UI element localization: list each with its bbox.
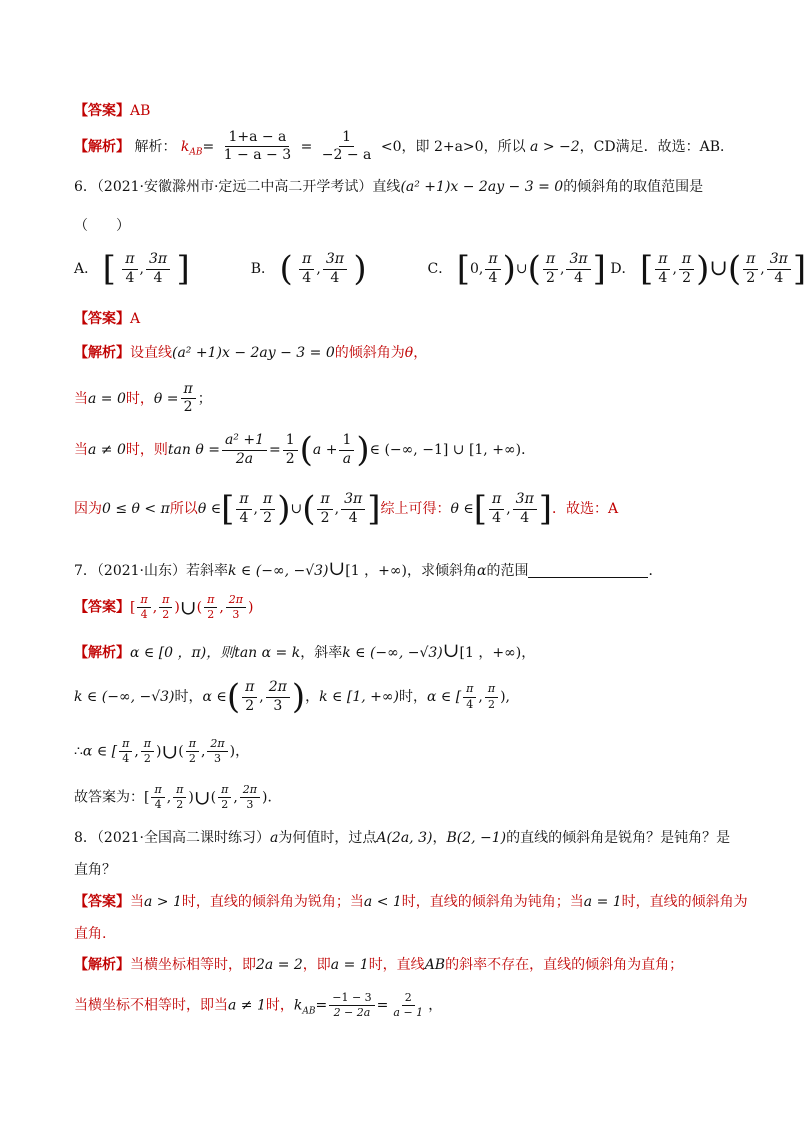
numerator: π <box>242 680 257 697</box>
answer-paren: （ ） <box>74 218 130 234</box>
frac <box>181 382 196 416</box>
denominator: 2 <box>320 509 330 526</box>
analysis-line-5 <box>74 130 734 164</box>
option-a-label: A． <box>74 261 99 277</box>
bracket: [ <box>130 599 136 616</box>
denominator: 4 <box>153 269 163 286</box>
numerator: π <box>655 252 670 269</box>
bracket: ( <box>727 249 742 289</box>
k-symbol: k <box>180 138 190 155</box>
fraction-1 <box>221 130 294 164</box>
text: 为何值时，过点 <box>278 830 377 846</box>
option-b-label: B． <box>250 261 275 277</box>
denominator: 3 <box>246 798 254 812</box>
bracket: ( <box>279 249 293 289</box>
frac <box>151 784 164 811</box>
cup: ∪ <box>179 595 197 620</box>
equals: = <box>269 442 281 458</box>
numerator: 3π <box>513 492 537 509</box>
question-6-paren <box>74 219 130 233</box>
bracket: ] <box>592 249 606 289</box>
numerator: 1 <box>339 130 354 147</box>
numerator: a² +1 <box>222 433 267 450</box>
condition: 0 ≤ θ < π <box>102 501 170 517</box>
comma: , <box>478 261 484 277</box>
tan-eq: tan α = k <box>234 645 301 661</box>
answer-line-8b <box>74 927 106 941</box>
numerator: 2π <box>266 680 290 697</box>
denominator: 4 <box>330 269 340 286</box>
comma: , <box>672 261 677 277</box>
numerator: π <box>743 252 758 269</box>
point-a: A(2a, 3) <box>376 830 433 846</box>
point-b: B(2, −1) <box>446 830 507 846</box>
denominator: 4 <box>488 269 498 286</box>
bracket: ( <box>527 249 541 289</box>
frac <box>543 252 558 286</box>
frac <box>240 784 260 811</box>
text: ． <box>267 789 282 806</box>
denominator: 3 <box>214 752 222 766</box>
frac <box>390 992 426 1019</box>
frac <box>204 594 217 621</box>
analysis-7d: 故答案为：[ $\frac{\pi}{4}$ , $\frac{\pi}{2}$ )∪( $\frac{\pi}{2}$ , $\frac{2\pi}{3}$ )． <box>74 783 282 812</box>
numerator: π <box>317 492 332 509</box>
text: 因为 <box>74 501 102 517</box>
analysis-7a <box>74 640 535 660</box>
text: 时，直线的倾斜角为钝角；当 <box>401 894 584 910</box>
denominator: 4 <box>466 697 474 711</box>
text: 当横坐标不相等时，即当 <box>74 997 228 1014</box>
a-plus: a + <box>312 442 338 458</box>
text: [1 ，+∞)， <box>459 645 536 661</box>
denominator: 2 <box>285 450 295 467</box>
denominator: 4 <box>658 269 668 286</box>
frac <box>485 683 498 710</box>
denominator: 4 <box>302 269 312 286</box>
frac <box>137 594 150 621</box>
numerator: 3π <box>323 252 347 269</box>
comma: , <box>139 261 144 277</box>
bracket: ) <box>353 249 367 289</box>
condition: 2a = 2 <box>256 957 303 973</box>
question-6-options: A． [ $\frac{\pi}{4}$ , $\frac{3\pi}{4}$ ] B． ( $\frac{\pi}{4}$ , $\frac{3\pi}{4}$ ) C． [0, $\frac{\pi}{4}$ )∪( $\frac{\pi}{2}$ , $\frac{3\pi}{4}$ ] D． [ $\frac{\pi}{4}$ , $\frac{\pi}{2}$ )∪( $\frac{\pi}{2}$ , $\frac{3\pi}{4}$ ] <box>74 249 806 289</box>
equals: = <box>300 138 313 155</box>
frac <box>485 252 500 286</box>
bracket: ] <box>176 249 190 289</box>
comma: , <box>560 261 565 277</box>
alpha-in: α ∈ [ <box>82 743 118 760</box>
text: ． <box>648 563 663 579</box>
answer-text: AB <box>130 103 151 119</box>
frac <box>141 738 154 765</box>
condition: a ≠ 1 <box>228 997 266 1014</box>
condition: a < 1 <box>363 894 402 910</box>
question-6-stem <box>74 180 703 194</box>
k-range: k ∈ [1, +∞) <box>319 689 399 705</box>
comma: , <box>316 261 321 277</box>
frac <box>767 252 791 286</box>
frac <box>242 680 257 714</box>
k-range: k ∈ (−∞, −√3) <box>228 563 329 579</box>
paren: ( <box>299 430 313 470</box>
text: ．故选： <box>552 501 609 517</box>
numerator: 3π <box>341 492 365 509</box>
theta-eq: θ = <box>153 390 179 407</box>
condition: a = 1 <box>583 894 622 910</box>
frac <box>283 433 298 467</box>
option-d-label: D． <box>610 261 636 277</box>
analysis-7b: k ∈ (−∞, −√3)时，α ∈( $\frac{\pi}{2}$ , $\frac{2\pi}{3}$ )，k ∈ [1, +∞)时，α ∈ [ $\frac{\pi}{4}$ , $\frac{\pi}{2}$ ), <box>74 677 511 717</box>
q7-stem-text: 7．（2021·山东）若斜率 <box>74 563 228 579</box>
comma: , <box>760 261 765 277</box>
alpha: α <box>476 563 487 579</box>
ab: AB <box>424 957 446 973</box>
text: 时，则 <box>125 442 168 458</box>
numerator: π <box>489 492 504 509</box>
text: 综上可得： <box>380 501 451 517</box>
theta-in: θ ∈ <box>450 501 474 517</box>
answer-line-5 <box>74 104 150 118</box>
denominator: 2 <box>545 269 555 286</box>
frac <box>317 492 332 526</box>
frac <box>323 252 347 286</box>
frac <box>146 252 170 286</box>
denominator: 2 <box>221 798 229 812</box>
text: 的直线的倾斜角是锐角？是钝角？是 <box>506 830 731 846</box>
text: ， <box>428 997 443 1014</box>
zero: 0 <box>469 261 479 277</box>
numerator: π <box>204 594 217 608</box>
analysis-tag: 【解析】 <box>74 645 130 661</box>
frac <box>236 492 251 526</box>
alpha-in: α ∈ [ <box>426 689 462 705</box>
analysis-prefix: 解析： <box>134 138 177 155</box>
analysis-6b <box>74 382 212 416</box>
text: ． <box>521 442 536 458</box>
frac <box>513 492 537 526</box>
analysis-6a <box>74 346 427 360</box>
numerator: π <box>218 784 231 798</box>
frac <box>463 683 476 710</box>
denominator: 4 <box>348 509 358 526</box>
numerator: 1+a − a <box>225 130 289 147</box>
therefore: ∴ <box>74 743 83 760</box>
frac <box>655 252 670 286</box>
bracket: [ <box>456 249 470 289</box>
numerator: π <box>173 784 186 798</box>
numerator: π <box>485 683 498 697</box>
text: 当 <box>74 442 88 458</box>
numerator: π <box>119 738 132 752</box>
denominator: 2 <box>183 399 193 416</box>
answer-line-8 <box>74 895 748 909</box>
frac <box>186 738 199 765</box>
bracket: [ <box>102 249 116 289</box>
numerator: π <box>181 382 196 399</box>
analysis-8b <box>74 992 442 1019</box>
denominator: a <box>342 450 352 467</box>
frac <box>266 680 290 714</box>
numerator: −1 − 3 <box>329 992 374 1006</box>
text: 直角？ <box>74 862 116 878</box>
frac <box>207 738 227 765</box>
a-var: a <box>270 830 279 846</box>
numerator: π <box>122 252 137 269</box>
text: 的范围 <box>486 563 529 579</box>
text: 的斜率不存在，直线的倾斜角为直角； <box>445 957 684 973</box>
bracket: ) <box>502 249 516 289</box>
analysis-6d: 因为0 ≤ θ < π所以θ ∈[ $\frac{\pi}{4}$ , $\frac{\pi}{2}$ )∪( $\frac{\pi}{2}$ , $\frac{3\pi}{4}$ ]综上可得：θ ∈[ $\frac{\pi}{4}$ , $\frac{3\pi}{4}$ ]．故选：A <box>74 489 619 529</box>
denominator: 2 <box>682 269 691 286</box>
text: 设直线 <box>130 345 172 361</box>
condition: a = 1 <box>330 957 369 973</box>
frac <box>743 252 758 286</box>
q6-stem-text: 6．（2021·安徽滁州市·定远二中高二开学考试）直线 <box>74 179 401 195</box>
q8-stem-text: 8．（2021·全国高二课时练习） <box>74 830 270 846</box>
numerator: π <box>236 492 251 509</box>
answer-tag: 【答案】 <box>74 103 130 119</box>
analysis-end: ，CD满足．故选：AB． <box>579 138 734 155</box>
denominator: 4 <box>520 509 530 526</box>
bracket: ) <box>696 249 710 289</box>
denominator: 4 <box>122 752 130 766</box>
k-symbol: k <box>293 997 303 1014</box>
frac <box>679 252 694 286</box>
frac <box>218 784 231 811</box>
numerator: 1 <box>283 433 298 450</box>
answer-tag: 【答案】 <box>74 311 130 327</box>
cup: ∪ <box>290 501 303 517</box>
numerator: 3π <box>146 252 170 269</box>
denominator: 3 <box>273 697 283 714</box>
text: ， <box>305 689 320 705</box>
text: 直角. <box>74 926 107 942</box>
denominator: 2 <box>207 608 215 622</box>
text: α ∈ [0 ，π)，则 <box>130 645 235 661</box>
numerator: π <box>260 492 275 509</box>
numerator: π <box>299 252 314 269</box>
text: 当 <box>130 894 144 910</box>
frac <box>339 433 354 467</box>
numerator: 3π <box>566 252 590 269</box>
analysis-tag: 【解析】 <box>74 957 130 973</box>
text: 时， <box>174 689 203 705</box>
paren: ) <box>356 430 370 470</box>
bracket: [ <box>640 249 654 289</box>
answer-line-7: 【答案】[ $\frac{\pi}{4}$ , $\frac{\pi}{2}$ )∪( $\frac{\pi}{2}$ , $\frac{2\pi}{3}$ ) <box>74 593 254 622</box>
frac <box>122 252 137 286</box>
denominator: 2 <box>487 697 495 711</box>
text: 当 <box>74 390 88 407</box>
text: 时， <box>265 997 294 1014</box>
equals: = <box>202 138 215 155</box>
question-8-stem-2 <box>74 863 116 877</box>
condition: a > 1 <box>144 894 182 910</box>
text: [1 ，+∞)，求倾斜角 <box>345 563 477 579</box>
text: 的倾斜角为 <box>334 345 405 361</box>
denominator: 4 <box>774 269 784 286</box>
paren: ( <box>196 599 203 616</box>
equals: = <box>376 997 389 1014</box>
condition: a ≠ 0 <box>88 442 126 458</box>
k-range: k ∈ (−∞, −√3) <box>74 689 175 705</box>
frac <box>329 992 374 1019</box>
frac <box>489 492 504 526</box>
answer-tag: 【答案】 <box>74 599 130 616</box>
text: 所以 <box>169 501 198 517</box>
analysis-tag: 【解析】 <box>74 138 130 155</box>
denominator: 2 <box>176 798 184 812</box>
text: 时，直线 <box>368 957 425 973</box>
numerator: π <box>186 738 199 752</box>
denominator: 2 − 2a <box>333 1006 371 1020</box>
numerator: π <box>141 738 154 752</box>
denominator: −2 − a <box>321 147 372 164</box>
denominator: 4 <box>574 269 583 286</box>
line-equation: (a² +1)x − 2ay − 3 = 0 <box>172 345 335 361</box>
answer-blank[interactable] <box>528 563 648 578</box>
cup: ∪ <box>442 638 460 662</box>
frac <box>222 433 267 467</box>
inequality: a > −2 <box>530 138 580 155</box>
numerator: π <box>159 594 172 608</box>
range: ∈ (−∞, −1] ∪ [1, +∞) <box>369 442 522 458</box>
text: ， <box>432 830 447 846</box>
alpha-in: α ∈ <box>202 689 227 705</box>
text: 时，直线的倾斜角为 <box>621 894 748 910</box>
equals: = <box>315 997 328 1014</box>
question-8-stem <box>74 831 730 845</box>
text: ， <box>413 345 428 361</box>
frac <box>159 594 172 621</box>
q6-tail: 的倾斜角的取值范围是 <box>563 179 704 195</box>
frac <box>341 492 365 526</box>
denominator: 2a <box>235 450 254 467</box>
text: 时，直线的倾斜角为锐角；当 <box>181 894 364 910</box>
text: 当横坐标相等时，即 <box>130 957 256 973</box>
frac <box>173 784 186 811</box>
numerator: 2π <box>226 594 246 608</box>
theta-in: θ ∈ <box>197 501 222 517</box>
denominator: 2 <box>746 269 756 286</box>
numerator: 2π <box>240 784 260 798</box>
answer-tag: 【答案】 <box>74 894 130 910</box>
analysis-6c <box>74 430 536 470</box>
numerator: 1 <box>339 433 354 450</box>
denominator: a − 1 <box>393 1006 424 1020</box>
frac <box>226 594 246 621</box>
numerator: 2 <box>402 992 415 1006</box>
analysis-7c: ∴α ∈ [ $\frac{\pi}{4}$ , $\frac{\pi}{2}$ )∪( $\frac{\pi}{2}$ , $\frac{2\pi}{3}$ )， <box>74 737 250 766</box>
k-range: k ∈ (−∞, −√3) <box>342 645 443 661</box>
analysis-8a <box>74 958 683 972</box>
numerator: π <box>679 252 694 269</box>
analysis-tag: 【解析】 <box>74 345 130 361</box>
denominator: 2 <box>188 752 196 766</box>
tan-eq: tan θ = <box>167 442 220 458</box>
theta: θ <box>404 345 414 361</box>
frac <box>119 738 132 765</box>
frac <box>299 252 314 286</box>
analysis-mid: <0，即 2+a>0，所以 <box>380 138 526 155</box>
answer-text: A <box>130 311 141 327</box>
numerator: 2π <box>207 738 227 752</box>
text: 故答案为： <box>74 789 144 806</box>
answer-line-6 <box>74 312 140 326</box>
denominator: 4 <box>492 509 502 526</box>
denominator: 4 <box>239 509 249 526</box>
text: ， <box>235 743 250 760</box>
denominator: 2 <box>263 509 273 526</box>
text: ，即 <box>302 957 331 973</box>
k-subscript: AB <box>189 147 203 158</box>
fraction-2 <box>319 130 375 164</box>
numerator: π <box>463 683 476 697</box>
denominator: 4 <box>125 269 135 286</box>
denominator: 2 <box>143 752 151 766</box>
condition: a = 0 <box>88 390 126 407</box>
k-subscript: AB <box>302 1006 316 1017</box>
paren: ) <box>174 599 180 616</box>
denominator: 3 <box>232 608 240 622</box>
numerator: 3π <box>767 252 791 269</box>
option-c-label: C． <box>427 261 453 277</box>
cup: ∪ <box>328 556 346 580</box>
denominator: 1 − a − 3 <box>223 147 292 164</box>
paren: ) <box>248 599 254 616</box>
q6-line-equation: (a² +1)x − 2ay − 3 = 0 <box>400 179 564 195</box>
numerator: π <box>543 252 558 269</box>
text: ； <box>197 390 212 407</box>
answer: A <box>608 501 619 517</box>
text: 时， <box>125 390 154 407</box>
text: 时， <box>398 689 427 705</box>
numerator: π <box>151 784 164 798</box>
text: ，斜率 <box>300 645 343 661</box>
denominator: 2 <box>245 697 255 714</box>
bracket: ] <box>792 249 806 289</box>
denominator: 2 <box>162 608 170 622</box>
denominator: 4 <box>154 798 162 812</box>
denominator: 4 <box>140 608 148 622</box>
frac <box>566 252 590 286</box>
frac <box>260 492 275 526</box>
numerator: π <box>485 252 500 269</box>
question-7-stem <box>74 558 662 578</box>
numerator: π <box>137 594 150 608</box>
